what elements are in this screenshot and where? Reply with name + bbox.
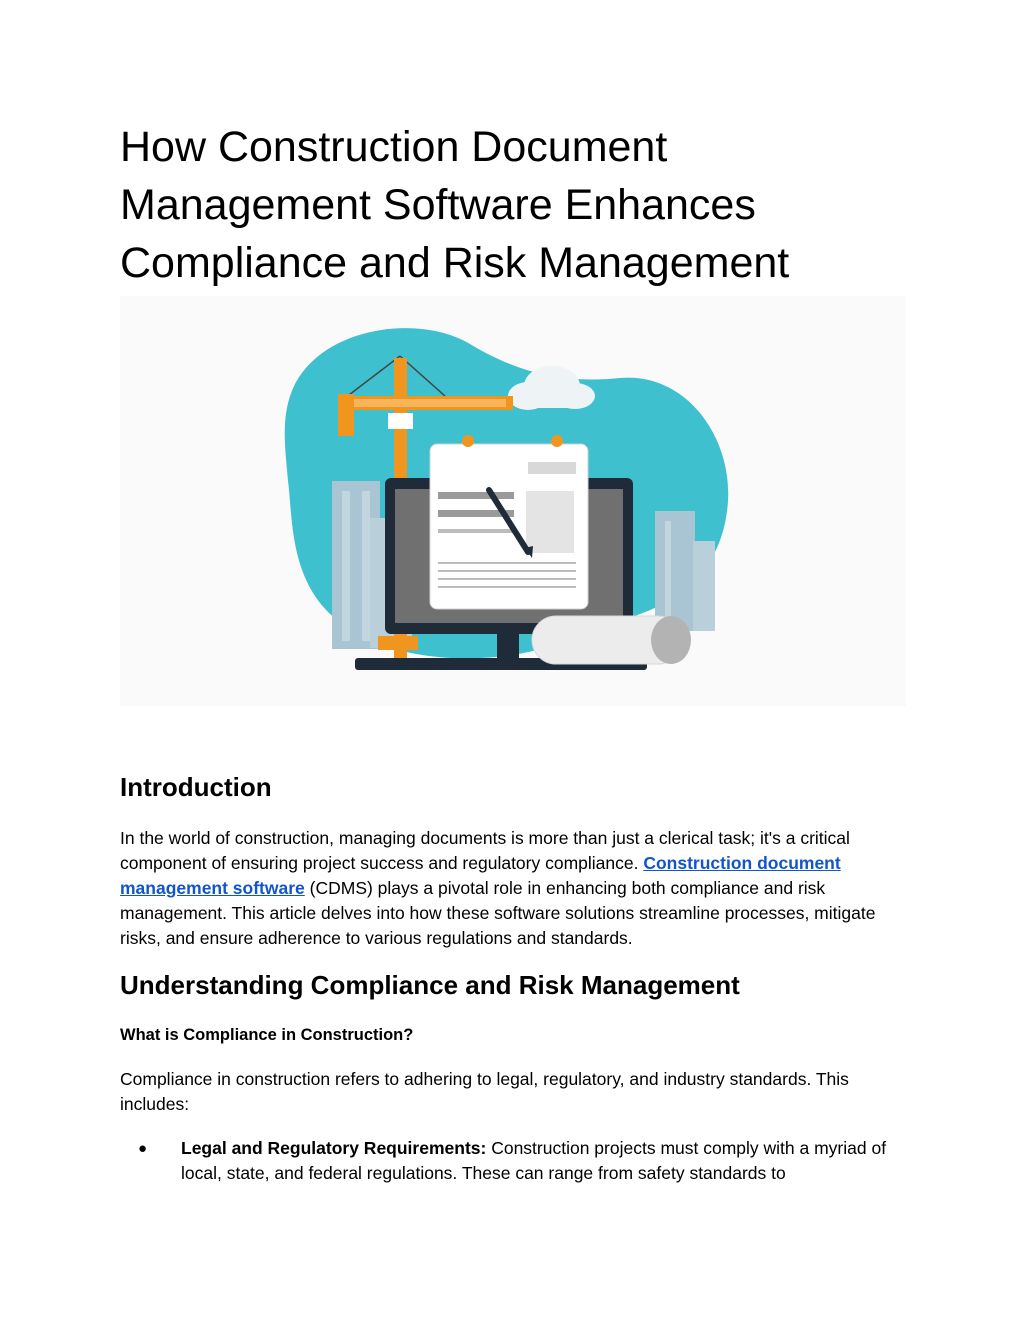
intro-heading: Introduction xyxy=(120,772,272,802)
blueprint-roll-icon xyxy=(532,616,691,664)
bullet-text: Construction projects must comply with a myriad of local, state, and federal regulations. These can range from safety standards to xyxy=(181,1138,887,1183)
cdms-link[interactable]: Construction document management software xyxy=(120,853,841,898)
bullet-marker: ● xyxy=(138,1140,148,1157)
list-item xyxy=(120,1136,910,1186)
intro-text-after: (CDMS) plays a pivotal role in enhancing both compliance and risk management. This article delves into how these software solutions streamline processes, mitigate risks, and ensure adherence to various regulations and standards. xyxy=(120,878,876,948)
intro-text-before: In the world of construction, managing documents is more than just a clerical task; it's a critical component of ensuring project success and regulatory compliance. xyxy=(120,828,850,873)
section-subheading: What is Compliance in Construction? xyxy=(120,1026,414,1044)
section-heading: Understanding Compliance and Risk Management xyxy=(120,970,740,1000)
section-paragraph: Compliance in construction refers to adhering to legal, regulatory, and industry standards. This includes: xyxy=(120,1069,849,1114)
bullet-label: Legal and Regulatory Requirements: xyxy=(181,1138,487,1158)
intro-paragraph xyxy=(120,826,910,951)
bullet-list xyxy=(120,1136,910,1186)
hero-illustration xyxy=(120,296,906,706)
page-title: How Construction Document Management Software Enhances Compliance and Risk Management xyxy=(120,123,790,287)
